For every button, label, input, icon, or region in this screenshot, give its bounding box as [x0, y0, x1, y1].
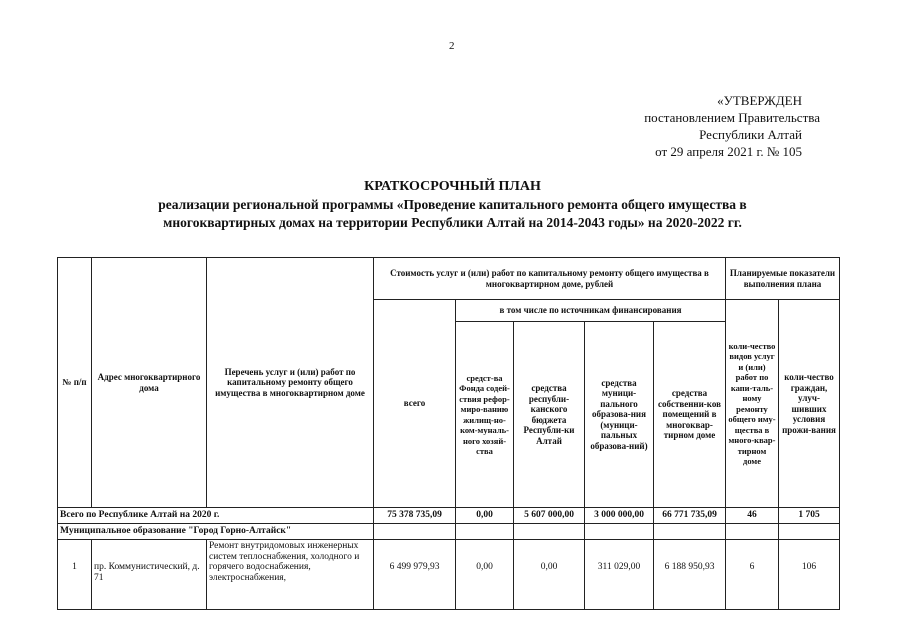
- row-address: пр. Коммунистический, д. 71: [92, 540, 207, 610]
- total-row-owners: 66 771 735,09: [654, 508, 726, 524]
- total-row-count-services: 46: [726, 508, 779, 524]
- row-total: 6 499 979,93: [374, 540, 456, 610]
- table-row: [58, 540, 840, 610]
- header-fund: средст-ва Фонда содей-ствия рефор-миро-ванию жилищ-но- ком-муналь-ного хозяй-ства: [456, 322, 514, 508]
- row-count-citizens: 106: [779, 540, 840, 610]
- approval-stamp: [620, 92, 850, 160]
- header-sources-group: в том числе по источникам финансирования: [456, 300, 726, 322]
- document-title: [0, 178, 905, 232]
- total-row-fund: 0,00: [456, 508, 514, 524]
- row-count-services: 6: [726, 540, 779, 610]
- header-total: всего: [374, 300, 456, 508]
- municipality-label: Муниципальное образование "Город Горно-Алтайск": [58, 524, 374, 540]
- header-address: Адрес многоквартирного дома: [92, 258, 207, 508]
- row-municipal: 311 029,00: [585, 540, 654, 610]
- header-republic: средства республи-канского бюджета Республи-ки Алтай: [514, 322, 585, 508]
- total-row-municipal: 3 000 000,00: [585, 508, 654, 524]
- total-row: [58, 508, 840, 524]
- header-plan-group: Планируемые показатели выполнения плана: [726, 258, 840, 300]
- plan-table: [57, 257, 840, 610]
- header-count-citizens: коли-чество граждан, улуч-шивших условия прожи-вания: [779, 300, 840, 508]
- total-row-count-citizens: 1 705: [779, 508, 840, 524]
- total-row-total: 75 378 735,09: [374, 508, 456, 524]
- total-row-label: Всего по Республике Алтай на 2020 г.: [58, 508, 374, 524]
- header-num: № п/п: [58, 258, 92, 508]
- row-num: 1: [58, 540, 92, 610]
- total-row-republic: 5 607 000,00: [514, 508, 585, 524]
- page-number: 2: [449, 40, 455, 52]
- approval-line-4: от 29 апреля 2021 г. № 105: [655, 144, 802, 159]
- row-owners: 6 188 950,93: [654, 540, 726, 610]
- header-cost-group: Стоимость услуг и (или) работ по капитальному ремонту общего имущества в многоквартирном доме, рублей: [374, 258, 726, 300]
- row-republic: 0,00: [514, 540, 585, 610]
- header-count-services: коли-чество видов услуг и (или) работ по капи-таль-ному ремонту общего иму-щества в много-квар-тирном доме: [726, 300, 779, 508]
- approval-line-1: «УТВЕРЖДЕН: [717, 93, 802, 108]
- header-municipal: средства муници-пального образова-ния (муници-пальных образова-ний): [585, 322, 654, 508]
- row-fund: 0,00: [456, 540, 514, 610]
- title-line-1: КРАТКОСРОЧНЫЙ ПЛАН: [364, 179, 541, 194]
- row-services: Ремонт внутридомовых инженерных систем теплоснабжения, холодного и горячего водоснабжения, электроснабжения,: [207, 540, 374, 610]
- approval-line-2: постановлением Правительства: [644, 110, 820, 125]
- municipality-row: [58, 524, 840, 540]
- title-line-2: реализации региональной программы «Проведение капитального ремонта общего имущества в: [158, 197, 747, 212]
- title-line-3: многоквартирных домах на территории Республики Алтай на 2014-2043 годы» на 2020-2022 гг.: [163, 215, 742, 230]
- header-services: Перечень услуг и (или) работ по капитальному ремонту общего имущества в многоквартирном доме: [207, 258, 374, 508]
- header-owners: средства собственни-ков помещений в многоквар-тирном доме: [654, 322, 726, 508]
- approval-line-3: Республики Алтай: [699, 127, 802, 142]
